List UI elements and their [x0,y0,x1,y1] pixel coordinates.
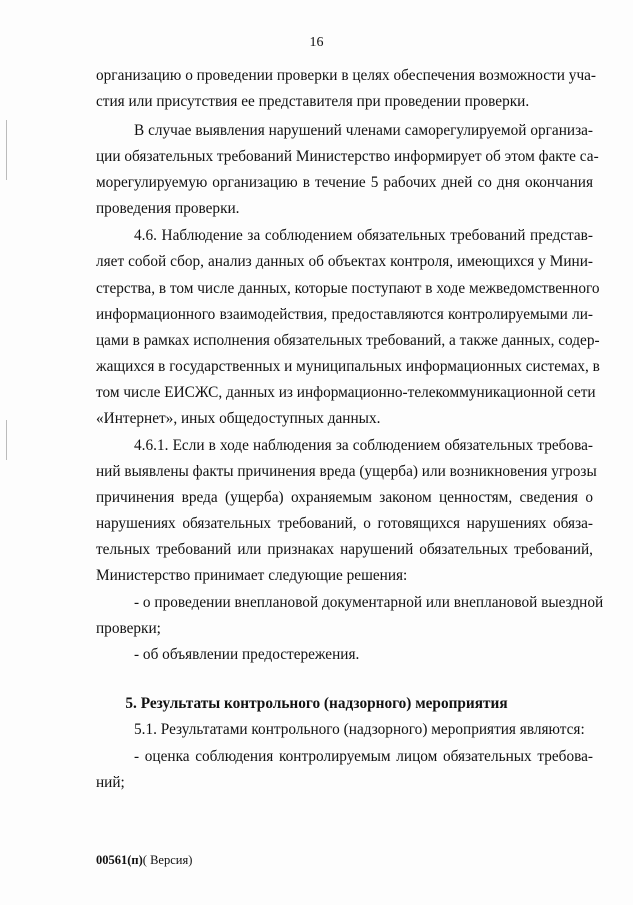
section-heading: 5. Результаты контрольного (надзорного) мероприятия [125,695,508,712]
text-line: ляет собой сбор, анализ данных об объектах контроля, имеющихся у Мини- [96,253,593,270]
document-footer [96,852,192,868]
text-line: организацию о проведении проверки в целях обеспечения возможности уча- [96,67,597,84]
text-line: стерства, в том числе данных, которые поступают в ходе межведомственного [96,280,600,297]
text-line: стия или присутствия ее представителя при проведении проверки. [96,93,530,110]
text-line: 4.6.1. Если в ходе наблюдения за соблюдением обязательных требова- [134,437,593,454]
text-line: информационного взаимодействия, предоставляются контролируемыми ли- [96,306,593,323]
text-line: 5.1. Результатами контрольного (надзорного) мероприятия являются: [134,721,585,738]
text-line: «Интернет», иных общедоступных данных. [96,410,381,427]
text-line: цами в рамках исполнения обязательных требований, а также данных, содер- [96,332,600,349]
document-version: ( Версия) [142,853,193,867]
list-item: - об объявлении предостережения. [134,646,360,663]
text-line: 4.6. Наблюдение за соблюдением обязательных требований представ- [134,227,593,244]
text-line: проведения проверки. [96,200,240,217]
text-line: Министерство принимает следующие решения: [96,567,408,584]
list-item: - оценка соблюдения контролируемым лицом обязательных требова- [134,748,593,765]
page-number: 16 [309,35,324,50]
scan-edge-mark [6,120,7,180]
text-line: ции обязательных требований Министерство информирует об этом факте са- [96,148,599,165]
text-line: тельных требований или признаках нарушений обязательных требований, [96,541,593,558]
list-item: ний; [96,774,125,791]
text-line: том числе ЕИСЖС, данных из информационно-телекоммуникационной сети [96,384,596,401]
document-code: 00561(п) [96,853,143,867]
list-item: - о проведении внеплановой документарной или внеплановой выездной [134,594,604,611]
text-line: причинения вреда (ущерба) охраняемым законом ценностям, сведения о [96,489,593,506]
text-line: нарушениях обязательных требований, о готовящихся нарушениях обяза- [96,515,593,532]
text-line: жащихся в государственных и муниципальных информационных системах, в [96,358,600,375]
text-line: В случае выявления нарушений членами саморегулируемой организа- [134,122,593,139]
text-line: ний выявлены факты причинения вреда (ущерба) или возникновения угрозы [96,463,597,480]
scan-edge-mark [6,420,7,460]
text-line: морегулируемую организацию в течение 5 рабочих дней со дня окончания [96,174,593,191]
list-item: проверки; [96,620,161,637]
